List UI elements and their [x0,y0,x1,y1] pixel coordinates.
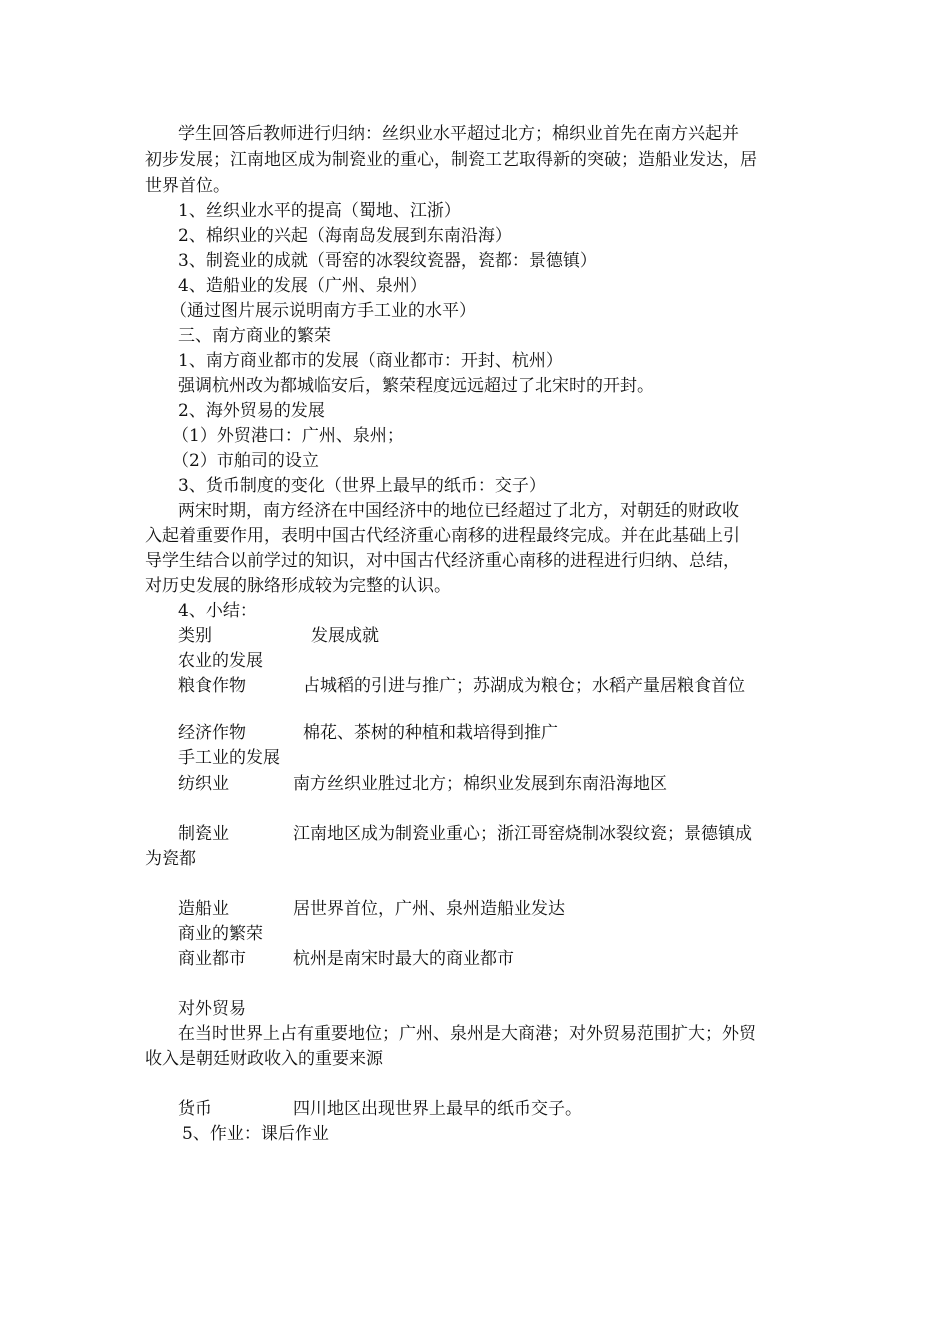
row-achievement-trade-1: 在当时世界上占有重要地位；广州、泉州是大商港；对外贸易范围扩大；外贸 [178,1024,756,1044]
row-achievement: 江南地区成为制瓷业重心；浙江哥窑烧制冰裂纹瓷；景德镇成 [293,824,752,844]
note-line: （通过图片展示说明南方手工业的水平） [170,301,476,321]
section-item-1: 1、南方商业都市的发展（商业都市：开封、杭州） [178,351,563,371]
group-agriculture: 农业的发展 [178,651,263,671]
table-row [178,773,667,795]
section-item-3: 3、货币制度的变化（世界上最早的纸币：交子） [178,476,546,496]
table-row [178,675,745,697]
row-achievement: 居世界首位，广州、泉州造船业发达 [293,899,565,919]
row-achievement: 四川地区出现世界上最早的纸币交子。 [293,1099,582,1119]
row-achievement: 杭州是南宋时最大的商业都市 [293,949,514,969]
paragraph-2-line-1: 两宋时期，南方经济在中国经济中的地位已经超过了北方，对朝廷的财政收 [178,501,739,521]
section-item-1-note: 强调杭州改为都城临安后，繁荣程度远远超过了北宋时的开封。 [178,376,654,396]
list-item-3: 3、制瓷业的成就（哥窑的冰裂纹瓷器，瓷都：景德镇） [178,251,597,271]
list-item-2: 2、棉织业的兴起（海南岛发展到东南沿海） [178,226,512,246]
paragraph-1-line-1: 学生回答后教师进行归纳：丝织业水平超过北方；棉织业首先在南方兴起并 [178,124,739,144]
header-achievement: 发展成就 [311,626,379,646]
row-category: 商业都市 [178,949,246,969]
section-item-2: 2、海外贸易的发展 [178,401,325,421]
table-row [178,823,752,845]
section-item-2-a: （1）外贸港口：广州、泉州； [172,426,404,446]
table-row [178,948,514,970]
table-row [178,1098,582,1120]
row-achievement-trade-2: 收入是朝廷财政收入的重要来源 [145,1049,383,1069]
table-row [178,722,558,744]
section-heading: 三、南方商业的繁荣 [178,326,331,346]
paragraph-2-line-2: 入起着重要作用，表明中国古代经济重心南移的进程最终完成。并在此基础上引 [145,526,740,546]
section-item-2-b: （2）市舶司的设立 [172,451,319,471]
row-achievement: 占城稻的引进与推广；苏湖成为粮仓；水稻产量居粮食首位 [303,676,745,696]
table-header-row [178,625,379,647]
paragraph-2-line-4: 对历史发展的脉络形成较为完整的认识。 [145,576,451,596]
paragraph-2-line-3: 导学生结合以前学过的知识，对中国古代经济重心南移的进程进行归纳、总结， [145,551,740,571]
row-category: 制瓷业 [178,824,229,844]
paragraph-1-line-2: 初步发展；江南地区成为制瓷业的重心，制瓷工艺取得新的突破；造船业发达，居 [145,150,757,170]
table-row [178,898,565,920]
group-commerce: 商业的繁荣 [178,924,263,944]
row-category: 粮食作物 [178,676,246,696]
paragraph-1-line-3: 世界首位。 [145,176,230,196]
row-achievement-continued: 为瓷都 [145,849,196,869]
homework-line: 5、作业：课后作业 [182,1124,329,1144]
group-handicraft: 手工业的发展 [178,748,280,768]
row-achievement: 南方丝织业胜过北方；棉织业发展到东南沿海地区 [293,774,667,794]
row-category: 纺织业 [178,774,229,794]
row-category: 经济作物 [178,723,246,743]
row-category-trade: 对外贸易 [178,999,246,1019]
row-achievement: 棉花、茶树的种植和栽培得到推广 [303,723,558,743]
summary-heading: 4、小结： [178,601,257,621]
row-category: 货币 [178,1099,212,1119]
header-category: 类别 [178,626,212,646]
list-item-1: 1、丝织业水平的提高（蜀地、江浙） [178,201,461,221]
row-category: 造船业 [178,899,229,919]
list-item-4: 4、造船业的发展（广州、泉州） [178,276,427,296]
